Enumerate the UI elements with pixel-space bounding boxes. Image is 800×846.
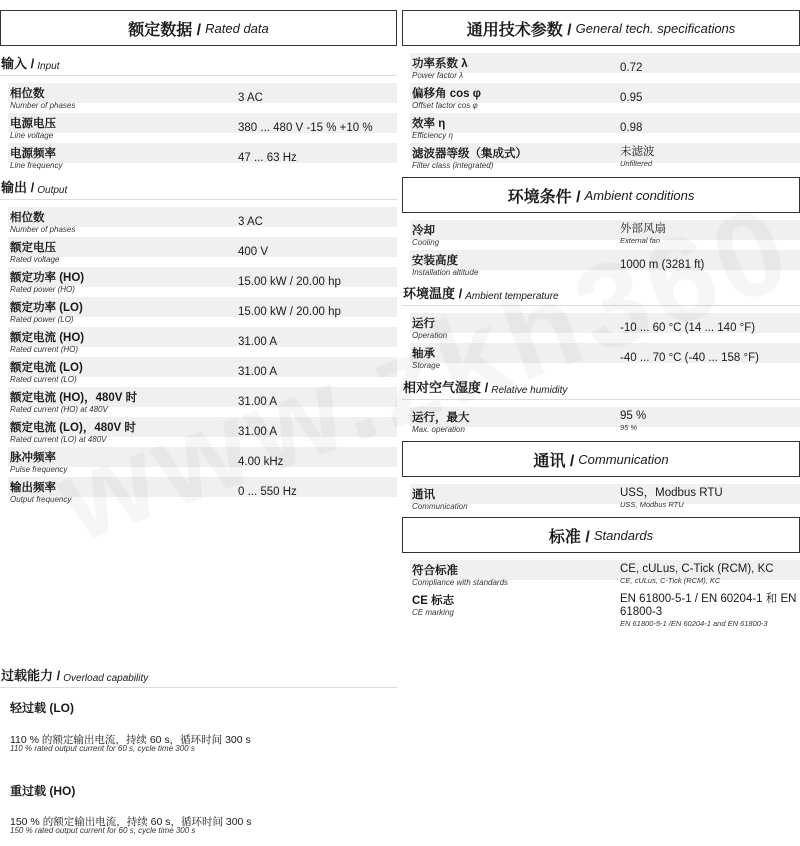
row-value: -40 ... 70 °C (-40 ... 158 °F) [620,352,759,364]
input-title-zh: 输入 / [1,56,35,71]
humidity-title-zh: 相对空气湿度 / [403,380,489,395]
row-label: 额定电流 (LO)，480V 时 [10,422,136,434]
standards-rows [402,560,800,632]
table-row [402,143,800,173]
table-row [0,477,397,507]
row-value: 0.72 [620,62,643,74]
table-row [402,250,800,280]
row-value-en: CE, cULus, C-Tick (RCM), KC [620,576,721,585]
row-label-en: Line frequency [10,161,63,170]
humidity-section-title [402,378,800,400]
table-row [0,297,397,327]
row-label: 运行 [412,318,435,330]
output-title-zh: 输出 / [1,180,35,195]
row-label: 输出频率 [10,482,56,494]
row-label-en: Rated current (HO) [10,345,79,354]
row-label-en: Rated power (HO) [10,285,75,294]
ambient-title-zh: 环境条件 / [507,188,581,206]
temperature-section-title [402,284,800,306]
row-value: CE, cULus, C-Tick (RCM), KC [620,563,774,575]
row-label-en: Cooling [412,238,440,247]
row-label: 冷却 [412,225,435,237]
row-label: 偏移角 cos φ [412,88,481,100]
general-specs-header [402,10,800,46]
row-value: 15.00 kW / 20.00 hp [238,276,341,288]
overload-low-title: 轻过载 (LO) [10,701,74,715]
output-section-title [0,178,397,200]
row-value-en: USS, Modbus RTU [620,500,684,509]
row-label: 额定电流 (HO) [10,332,85,344]
communication-title-en: Communication [578,451,669,467]
table-row [402,113,800,143]
row-value: 31.00 A [238,426,278,438]
row-label: 脉冲频率 [10,452,56,464]
row-label-en: Number of phases [10,101,76,110]
temperature-title-zh: 环境温度 / [403,286,463,301]
table-row [402,83,800,113]
row-value: 15.00 kW / 20.00 hp [238,306,341,318]
table-row [0,113,397,143]
row-label: 运行，最大 [412,412,470,424]
table-row [0,357,397,387]
row-label-en: Power factor λ [412,71,464,80]
row-label: 效率 η [412,118,446,130]
row-label-en: Rated current (LO) [10,375,77,384]
row-value: 0.98 [620,122,643,134]
row-label-en: Rated power (LO) [10,315,74,324]
standards-title-en: Standards [593,527,654,543]
temperature-rows [402,313,800,373]
row-label: 额定电流 (LO) [10,362,83,374]
output-title-en: Output [37,185,68,196]
row-label-en: Pulse frequency [10,465,68,474]
rated-data-title-zh: 额定数据 / [128,21,202,39]
general-rows [402,53,800,173]
overload-low-text-en: 110 % rated output current for 60 s, cycle time 300 s [10,744,195,753]
row-label-en: Compliance with standards [412,578,509,587]
row-label: CE 标志 [412,595,455,607]
table-row [0,387,397,417]
overload-high-title: 重过载 (HO) [10,784,76,798]
table-row [402,407,800,437]
overload-high-text: 150 % 的额定输出电流，持续 60 s，循环时间 300 s [10,816,252,828]
table-row [402,343,800,373]
row-label-en: Output frequency [10,495,72,504]
row-value: 31.00 A [238,366,278,378]
ambient-rows [402,220,800,280]
table-row [0,207,397,237]
row-label-en: Line voltage [10,131,54,140]
table-row [0,417,397,447]
row-value-en: 95 % [620,423,638,432]
row-value: 31.00 A [238,336,278,348]
output-rows [0,207,397,507]
row-value: 外部风扇 [620,223,666,235]
row-label: 额定电流 (HO)，480V 时 [10,392,138,404]
row-value: 95 % [620,410,647,422]
row-label: 滤波器等级（集成式） [412,148,527,160]
row-label-en: Number of phases [10,225,76,234]
input-section-title [0,54,397,76]
table-row [402,220,800,250]
row-label: 额定电压 [10,242,56,254]
row-label-en: Installation altitude [412,268,479,277]
communication-header [402,441,800,477]
row-label: 相位数 [10,212,45,224]
table-row [402,560,800,590]
row-label: 功率系数 λ [412,58,468,70]
ambient-header [402,177,800,213]
row-label-en: Rated voltage [10,255,60,264]
communication-rows [402,484,800,514]
input-rows [0,83,397,173]
row-label-en: Communication [412,502,468,511]
row-value: 31.00 A [238,396,278,408]
row-value: 3 AC [238,92,263,104]
row-label-en: CE marking [412,608,454,617]
row-label-en: Rated current (LO) at 480V [10,435,107,444]
communication-title-zh: 通讯 / [533,452,575,470]
table-row [0,83,397,113]
row-label-en: Rated current (HO) at 480V [10,405,108,414]
row-value: 1000 m (3281 ft) [620,259,705,271]
row-label-en: Filter class (integrated) [412,161,494,170]
table-row [0,267,397,297]
row-label-en: Storage [412,361,441,370]
rated-data-header [0,10,397,46]
row-value: EN 61800-5-1 / EN 60204-1 和 EN 61800-3 [620,593,797,618]
row-value: 400 V [238,246,269,258]
table-row [402,484,800,514]
overload-high-text-en: 150 % rated output current for 60 s, cycle time 300 s [10,826,196,835]
row-value: USS，Modbus RTU [620,487,723,499]
row-label-en: Offset factor cos φ [412,101,478,110]
table-row [0,327,397,357]
humidity-rows [402,407,800,437]
row-label-en: Max. operation [412,425,465,434]
standards-title-zh: 标准 / [548,528,590,546]
row-label: 轴承 [412,348,435,360]
row-value: 380 ... 480 V -15 % +10 % [238,122,373,134]
standards-header [402,517,800,553]
table-row [0,237,397,267]
table-row [402,53,800,83]
row-value: 0.95 [620,92,643,104]
row-value: 0 ... 550 Hz [238,486,297,498]
row-value-en: External fan [620,236,661,245]
row-value: -10 ... 60 °C (14 ... 140 °F) [620,322,756,334]
row-value: 3 AC [238,216,263,228]
row-label: 额定功率 (LO) [10,302,83,314]
row-value-en: EN 61800-5-1 /EN 60204-1 and EN 61800-3 [620,619,768,628]
row-value: 4.00 kHz [238,456,284,468]
input-title-en: Input [37,61,60,72]
rated-data-title-en: Rated data [205,20,269,36]
row-value: 未滤波 [620,146,655,158]
table-row [402,313,800,343]
row-label: 电源频率 [10,148,56,160]
row-label: 安装高度 [412,255,458,267]
humidity-title-en: Relative humidity [491,385,568,396]
overload-low-text: 110 % 的额定输出电流，持续 60 s，循环时间 300 s [10,734,251,746]
general-title-en: General tech. specifications [575,20,736,36]
row-label: 电源电压 [10,118,56,130]
row-label-en: Efficiency η [412,131,453,140]
row-value-en: Unfiltered [620,159,653,168]
row-label: 符合标准 [412,565,458,577]
row-label: 相位数 [10,88,45,100]
row-label: 通讯 [412,489,435,501]
general-title-zh: 通用技术参数 / [466,21,572,39]
overload-title-zh: 过载能力 / [1,668,61,683]
overload-section-title [0,666,397,688]
row-label-en: Operation [412,331,448,340]
row-label: 额定功率 (HO) [10,272,85,284]
row-value: 47 ... 63 Hz [238,152,297,164]
ambient-title-en: Ambient conditions [584,187,695,203]
table-row [0,143,397,173]
temperature-title-en: Ambient temperature [465,291,559,302]
table-row [0,447,397,477]
table-row [402,590,800,632]
overload-title-en: Overload capability [63,673,149,684]
